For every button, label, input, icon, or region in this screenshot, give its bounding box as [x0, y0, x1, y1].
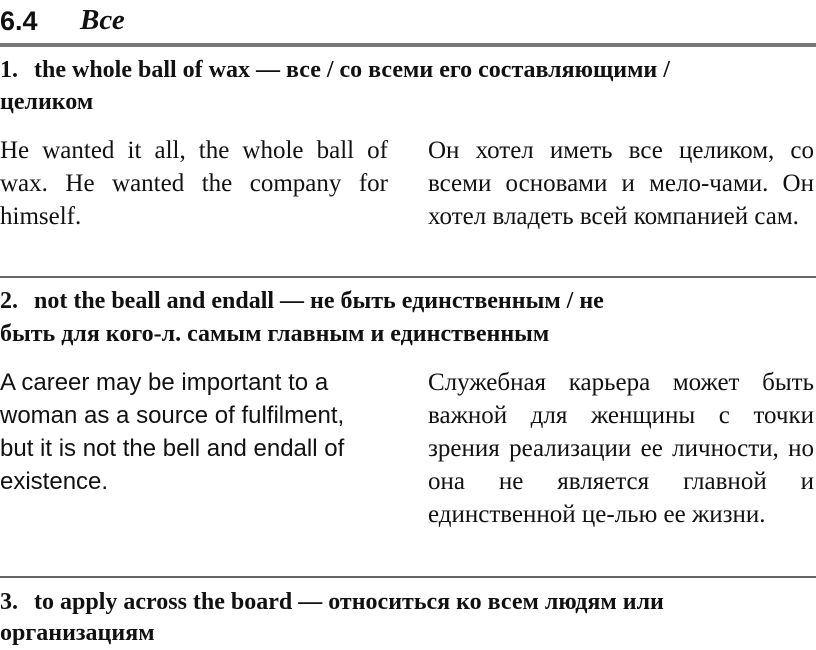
entry-1-heading-line2: целиком — [0, 89, 94, 115]
entry-2-heading-line1 — [0, 285, 812, 317]
entry-1-heading-text-1: the whole ball of wax — все / со всеми его составляющими / — [34, 57, 670, 83]
entry-3-number: 3. — [0, 589, 18, 615]
entry-1-example-english: He wanted it all, the whole ball of wax. He wanted the company for himself. — [0, 137, 388, 230]
entry-3-heading-line2: организациям — [0, 620, 155, 646]
entry-3-heading-line1 — [0, 586, 812, 618]
entry-2-number: 2. — [0, 288, 18, 314]
entry-1-example-russian: Он хотел иметь все целиком, со всеми основами и мело-чами. Он хотел владеть всей компанией сам. — [428, 137, 814, 230]
section-divider — [0, 43, 816, 47]
entry-3-heading-text-1: to apply across the board — относиться ко всем людям или — [34, 589, 664, 615]
entry-2-example-english-line: existence. — [0, 468, 109, 495]
section-title: Все — [80, 4, 125, 36]
entry-2-example-english — [0, 366, 388, 498]
entry-divider-1 — [0, 276, 816, 278]
entry-2-example-english-line: but it is not the bell and endall of — [0, 435, 345, 462]
entry-1-number: 1. — [0, 57, 18, 83]
entry-2-heading-text-1: not the beall and endall — не быть единственным / не — [34, 288, 604, 314]
entry-2-example-english-line: woman as a source of fulfilment, — [0, 402, 345, 429]
section-number: 6.4 — [0, 6, 38, 36]
entry-1-heading-line1 — [0, 54, 812, 86]
entry-2-example-english-line: A career may be important to a — [0, 369, 329, 396]
entry-2-example-russian: Служебная карьера может быть важной для женщины с точки зрения реализации ее личности, но она не является главной и единственной це-лью ее жизни. — [428, 369, 814, 528]
entry-2-heading-line2: быть для кого-л. самым главным и единственным — [0, 321, 550, 347]
section-header — [0, 0, 816, 44]
entry-divider-2 — [0, 576, 816, 578]
